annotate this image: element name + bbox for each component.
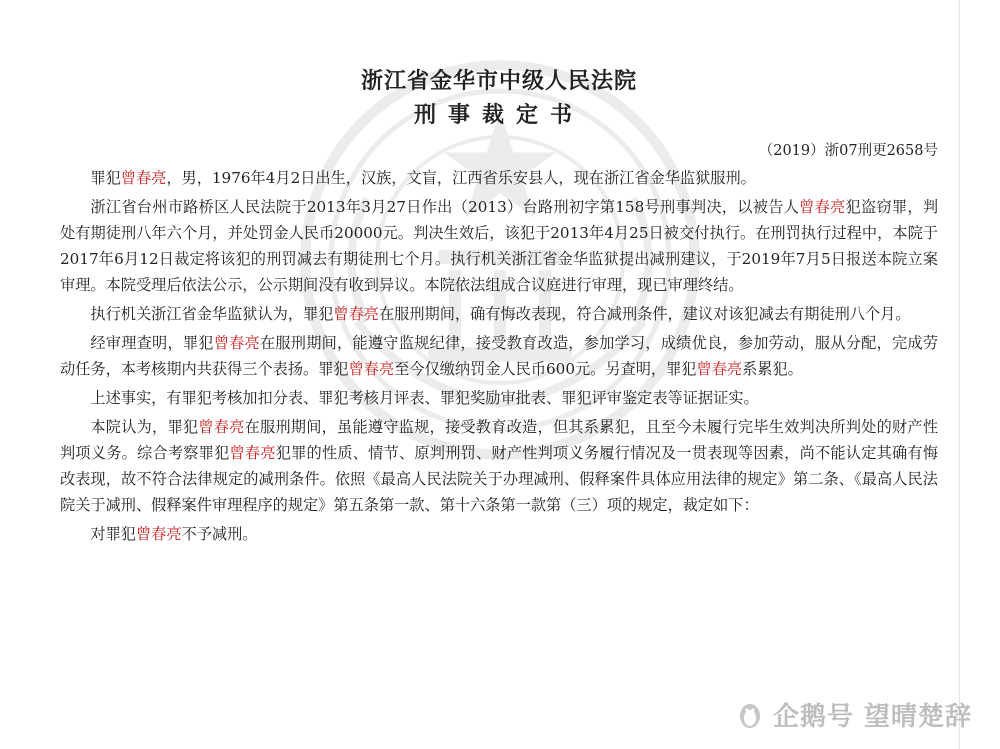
highlighted-name: 曾春亮 xyxy=(696,360,743,378)
source-watermark xyxy=(735,696,972,733)
paragraph-text: 在服刑期间，能遵守监规纪律，接受教育改造，参加学习，成绩优良，参加劳动，服从分配，完成劳动任务，本考核期内共获得三个表扬。罪犯 xyxy=(60,334,939,378)
paragraph-text: 犯罪的性质、情节、原判刑罚、财产性判项义务履行情况及一贯表现等因素，尚不能认定其确有悔改表现，故不符合法律规定的减刑条件。依照《最高人民法院关于办理减刑、假释案件具体应用法律的规定》第二条、《最高人民法院关于减刑、假释案件审理程序的规定》第五条第一款、第十六条第一款第（三）项的规定，裁定如下： xyxy=(60,444,939,514)
paragraph-text: 本院认为，罪犯 xyxy=(90,418,199,436)
paragraph xyxy=(60,165,938,191)
paragraph-text: 在服刑期间，虽能遵守监规，接受教育改造，但其系累犯，且至今未履行完毕生效判决所判处的财产性判项义务。综合考察罪犯 xyxy=(60,418,939,462)
highlighted-name: 曾春亮 xyxy=(198,418,245,436)
highlighted-name: 曾春亮 xyxy=(799,198,846,216)
highlighted-name: 曾春亮 xyxy=(348,360,395,378)
page-edge-rule xyxy=(959,0,960,749)
paragraph-text: 在服刑期间，确有悔改表现，符合减刑条件，建议对该犯减去有期徒刑八个月。 xyxy=(378,305,911,323)
paragraph-text: 浙江省台州市路桥区人民法院于2013年3月27日作出（2013）台路刑初字第158号刑事判决，以被告人 xyxy=(90,198,800,216)
highlighted-name: 曾春亮 xyxy=(135,525,182,543)
paragraph-text: 罪犯 xyxy=(90,169,121,187)
paragraph xyxy=(60,194,938,298)
paragraph-text: 犯盗窃罪，判处有期徒刑八年六个月，并处罚金人民币20000元。判决生效后，该犯于2013年4月25日被交付执行。在刑罚执行过程中，本院于2017年6月12日裁定将该犯的刑罚减去有期徒刑七个月。执行机关浙江省金华监狱提出减刑建议，于2019年7月5日报送本院立案审理。本院受理后依法公示，公示期间没有收到异议。本院依法组成合议庭进行审理，现已审理终结。 xyxy=(60,198,939,294)
highlighted-name: 曾春亮 xyxy=(333,305,379,323)
paragraph xyxy=(60,330,938,382)
court-name: 浙江省金华市中级人民法院 xyxy=(360,68,637,94)
highlighted-name: 曾春亮 xyxy=(213,334,260,352)
paragraph-text: 执行机关浙江省金华监狱认为，罪犯 xyxy=(90,305,334,323)
case-number: （2019）浙07刑更2658号 xyxy=(758,143,938,159)
paragraph-text: 经审理查明，罪犯 xyxy=(90,334,214,352)
paragraph-text: 至今仅缴纳罚金人民币600元。另查明，罪犯 xyxy=(394,360,697,378)
paragraph-text: 系累犯。 xyxy=(742,360,803,378)
court-ruling-document xyxy=(60,64,938,547)
paragraph-text: 不予减刑。 xyxy=(181,525,258,543)
paragraph xyxy=(60,414,938,518)
document-type-title: 刑事裁定书 xyxy=(413,102,584,128)
paragraph xyxy=(60,521,938,547)
highlighted-name: 曾春亮 xyxy=(120,169,167,187)
highlighted-name: 曾春亮 xyxy=(229,444,276,462)
paragraph-text: 对罪犯 xyxy=(90,525,136,543)
paragraph xyxy=(60,385,938,411)
paragraph xyxy=(60,301,938,327)
paragraph-text: ，男，1976年4月2日出生，汉族，文盲，江西省乐安县人，现在浙江省金华监狱服刑。 xyxy=(166,169,756,187)
watermark-text: 企鹅号 望晴楚辞 xyxy=(772,702,972,732)
penguin-logo-icon xyxy=(735,700,765,730)
paragraph-text: 上述事实，有罪犯考核加扣分表、罪犯考核月评表、罪犯奖励审批表、罪犯评审鉴定表等证据证实。 xyxy=(90,389,759,407)
ruling-body xyxy=(60,165,938,547)
